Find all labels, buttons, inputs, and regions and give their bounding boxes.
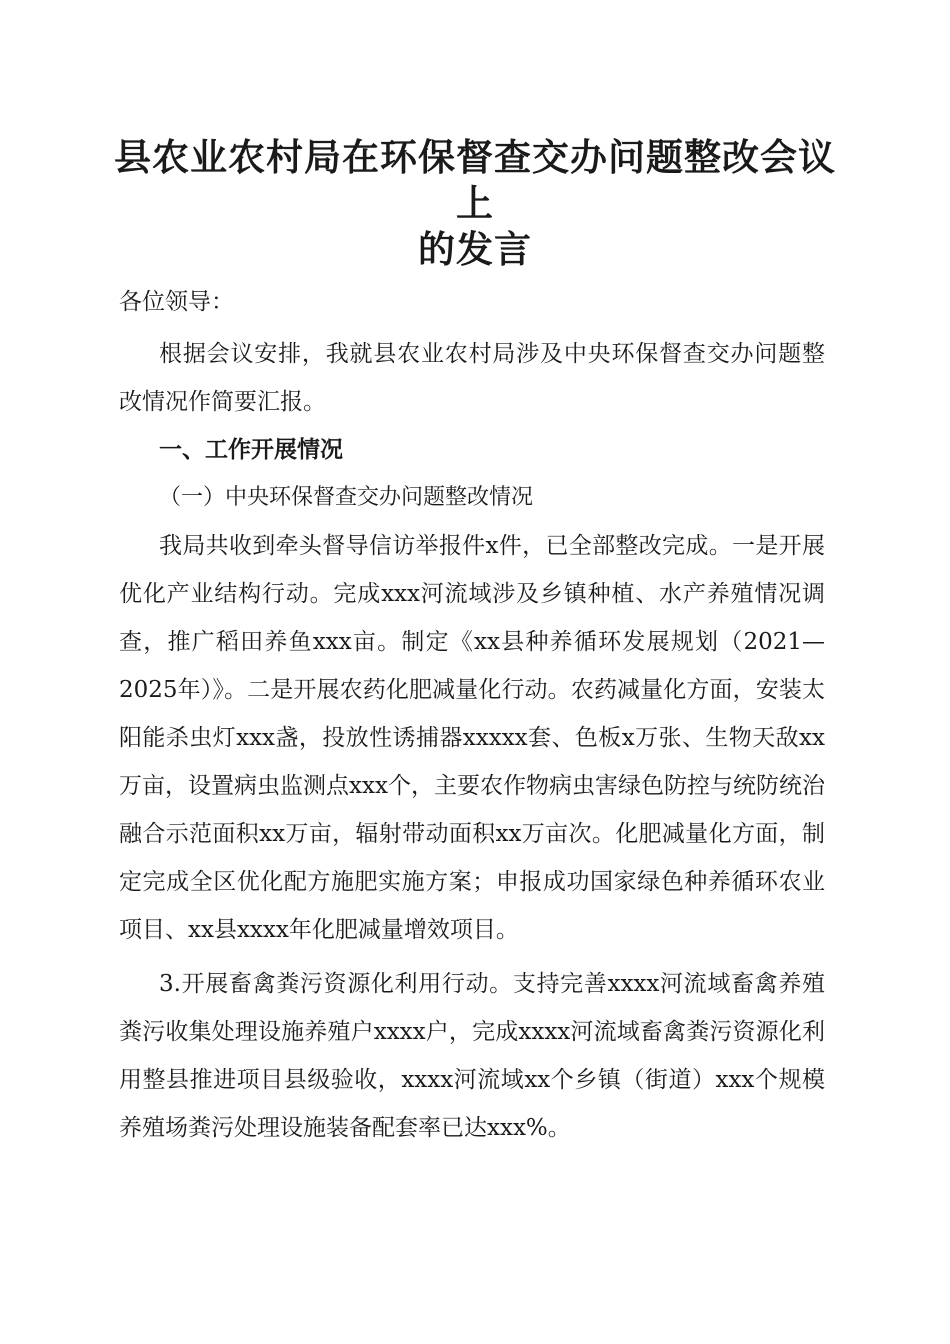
subsection-heading: （一）中央环保督查交办问题整改情况 [159,485,534,510]
title-line-1: 县农业农村局在环保督查交办问题整改会议上 [114,135,836,225]
section-heading: 一、工作开展情况 [159,437,343,463]
salutation: 各位领导： [119,289,234,315]
body-paragraph-2: 3.开展畜禽粪污资源化利用行动。支持完善xxxx河流域畜禽养殖粪污收集处理设施养殖户xxxx户，完成xxxx河流域畜禽粪污资源化利用整县推进项目县级验收，xxxx河流域xx个乡镇（街道）xxx个规模养殖场粪污处理设施装备配套率已达xxx%。 [119,971,825,1141]
document-body [119,278,825,1152]
body-paragraph-1: 我局共收到牵头督导信访举报件x件，已全部整改完成。一是开展优化产业结构行动。完成xxx河流域涉及乡镇种植、水产养殖情况调查，推广稻田养鱼xxx亩。制定《xx县种养循环发展规划（2021—2025年）》。二是开展农药化肥减量化行动。农药减量化方面，安装太阳能杀虫灯xxx盏，投放性诱捕器xxxxx套、色板x万张、生物天敌xx万亩，设置病虫监测点xxx个，主要农作物病虫害绿色防控与统防统治融合示范面积xx万亩，辐射带动面积xx万亩次。化肥减量化方面，制定完成全区优化配方施肥实施方案；申报成功国家绿色种养循环农业项目、xx县xxxx年化肥减量增效项目。 [119,533,825,943]
intro-paragraph: 根据会议安排，我就县农业农村局涉及中央环保督查交办问题整改情况作简要汇报。 [119,341,825,415]
document-title [100,134,850,272]
title-line-2: 的发言 [418,227,532,271]
